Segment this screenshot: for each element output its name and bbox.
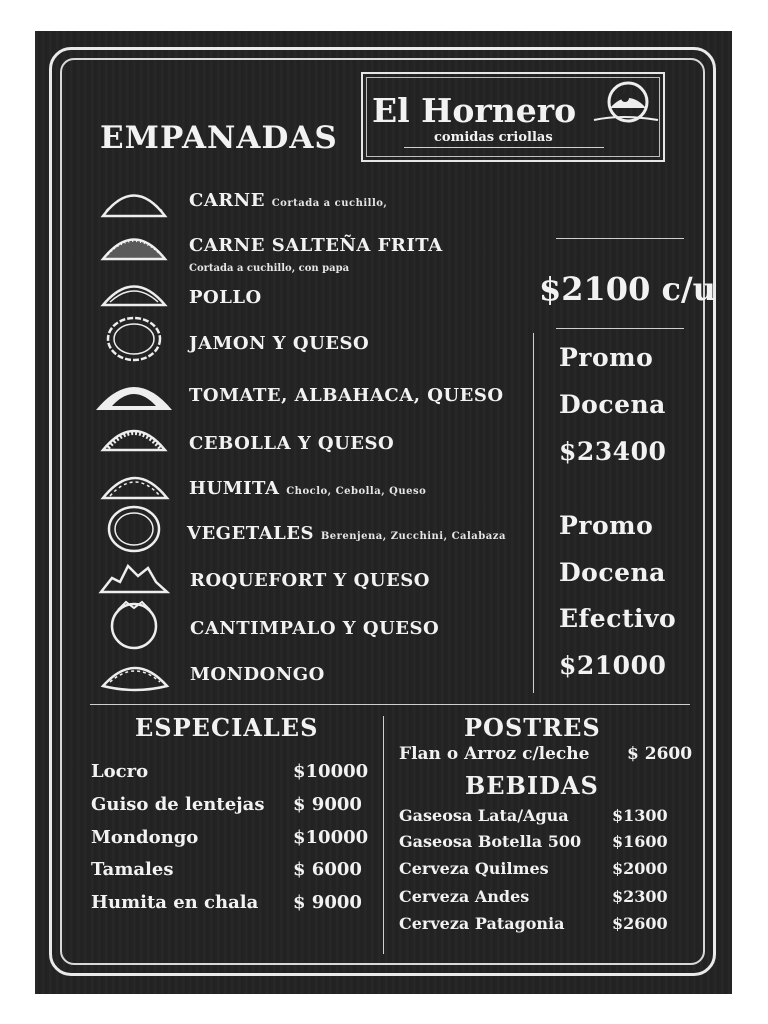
- bebida-botella: Gaseosa Botella 500: [399, 832, 582, 851]
- section-divider: [90, 704, 690, 705]
- item-name: VEGETALES: [187, 523, 315, 544]
- price-rule-bottom: [556, 328, 684, 329]
- especial-locro: Locro: [91, 761, 149, 782]
- bebida-lata-price: $1300: [612, 806, 668, 825]
- especial-guiso: Guiso de lentejas: [91, 794, 265, 815]
- item-tomate: TOMATE, ALBAHACA, QUESO: [189, 385, 504, 406]
- promo2-line1: Promo: [559, 511, 654, 540]
- tagline-rule: [404, 147, 604, 148]
- item-vegetales: [187, 525, 506, 543]
- item-roquefort: ROQUEFORT Y QUESO: [190, 570, 430, 591]
- promo2-price: $21000: [559, 651, 667, 680]
- item-mondongo: MONDONGO: [190, 664, 325, 685]
- empanada-saltena-icon: [100, 226, 168, 264]
- especial-guiso-price: $ 9000: [293, 794, 362, 815]
- especial-tamales: Tamales: [91, 859, 174, 880]
- price-rule-top: [556, 238, 684, 239]
- brand-name: El Hornero: [372, 91, 577, 130]
- bebidas-title: BEBIDAS: [465, 771, 599, 800]
- bebida-quilmes: Cerveza Quilmes: [399, 859, 549, 878]
- item-carne-saltena: [189, 237, 443, 255]
- price-column-divider: [533, 333, 534, 693]
- empanada-mondongo-icon: [100, 656, 170, 692]
- postre-price: $ 2600: [627, 744, 693, 764]
- empanada-cantimpalo-icon: [104, 598, 164, 650]
- bebida-patagonia: Cerveza Patagonia: [399, 914, 565, 933]
- unit-price: $2100 c/u: [539, 270, 716, 308]
- empanada-cebolla-icon: [100, 418, 168, 454]
- item-name: HUMITA: [189, 478, 280, 499]
- bebida-quilmes-price: $2000: [612, 859, 668, 878]
- empanada-jamon-icon: [104, 314, 164, 364]
- item-cebolla: CEBOLLA Y QUESO: [189, 433, 395, 454]
- promo1-line2: Docena: [559, 390, 666, 419]
- especiales-title: ESPECIALES: [135, 713, 319, 742]
- especial-locro-price: $10000: [293, 761, 369, 782]
- item-note: Choclo, Cebolla, Queso: [286, 486, 427, 497]
- item-cantimpalo: CANTIMPALO Y QUESO: [190, 618, 440, 639]
- item-humita: [189, 480, 426, 498]
- item-name: CARNE: [189, 190, 265, 211]
- postres-title: POSTRES: [464, 713, 601, 742]
- bottom-column-divider: [383, 716, 384, 954]
- promo2-line3: Efectivo: [559, 604, 677, 633]
- empanada-carne-icon: [100, 183, 168, 221]
- postre-item: Flan o Arroz c/leche: [399, 744, 590, 764]
- empanada-vegetales-icon: [106, 504, 162, 554]
- promo2-line2: Docena: [559, 558, 666, 587]
- empanada-humita-icon: [100, 462, 170, 502]
- promo1-price: $23400: [559, 437, 667, 466]
- especial-humita-price: $ 9000: [293, 892, 362, 913]
- especial-tamales-price: $ 6000: [293, 859, 362, 880]
- brand-tagline: comidas criollas: [434, 130, 553, 145]
- empanada-tomate-icon: [94, 374, 174, 414]
- empanadas-title: EMPANADAS: [100, 120, 338, 156]
- item-note: Cortada a cuchillo,: [271, 198, 388, 209]
- especial-humita: Humita en chala: [91, 892, 259, 913]
- bebida-andes: Cerveza Andes: [399, 887, 530, 906]
- item-carne: [189, 192, 387, 210]
- especial-mondongo-price: $10000: [293, 827, 369, 848]
- promo1-line1: Promo: [559, 343, 654, 372]
- item-note: Cortada a cuchillo, con papa: [189, 263, 350, 274]
- item-jamon-queso: JAMON Y QUESO: [189, 333, 370, 354]
- bebida-patagonia-price: $2600: [612, 914, 668, 933]
- item-note: Berenjena, Zucchini, Calabaza: [320, 531, 506, 542]
- item-name: CARNE SALTEÑA FRITA: [189, 235, 443, 256]
- bebida-lata: Gaseosa Lata/Agua: [399, 806, 569, 825]
- empanada-pollo-icon: [100, 272, 168, 310]
- item-pollo: POLLO: [189, 287, 262, 308]
- bebida-botella-price: $1600: [612, 832, 668, 851]
- empanada-roquefort-icon: [98, 558, 170, 596]
- especial-mondongo: Mondongo: [91, 827, 199, 848]
- hornero-bird-icon: [592, 80, 662, 130]
- bebida-andes-price: $2300: [612, 887, 668, 906]
